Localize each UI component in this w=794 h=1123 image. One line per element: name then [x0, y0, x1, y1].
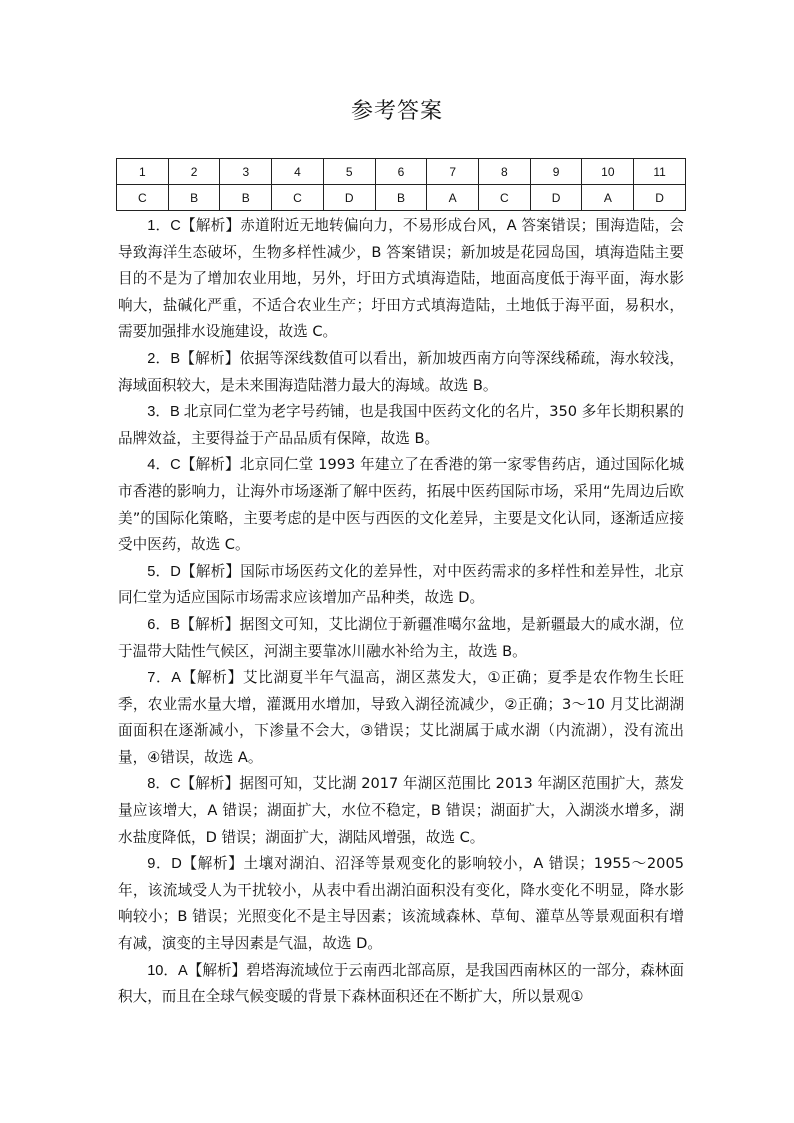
- explanation-prefix: 5．D【解析】: [147, 563, 241, 580]
- question-number-cell: 2: [168, 159, 220, 185]
- explanation-prefix: 6．B【解析】: [147, 616, 240, 633]
- explanation-paragraph: [118, 399, 684, 452]
- explanation-paragraph: [118, 851, 684, 957]
- explanation-prefix: 8．C【解析】: [147, 776, 240, 793]
- answer-cell: C: [272, 185, 324, 211]
- question-number-cell: 3: [220, 159, 272, 185]
- explanation-text: 北京同仁堂为老字号药铺，也是我国中医药文化的名片，350 多年长期积累的品牌效益，主要得益于产品品质有保障，故选 B。: [118, 403, 685, 447]
- answer-cell: B: [375, 185, 427, 211]
- question-number-cell: 4: [272, 159, 324, 185]
- answer-key-answer-row: [117, 185, 686, 211]
- question-number-cell: 11: [634, 159, 686, 185]
- explanation-paragraph: [118, 452, 684, 558]
- explanation-text: 碧塔海流域位于云南西北部高原，是我国西南林区的一部分，森林面积大，而且在全球气候变暖的背景下森林面积还在不断扩大，所以景观①: [118, 961, 684, 1006]
- explanation-prefix: 9．D【解析】: [147, 856, 244, 873]
- answer-cell: D: [530, 185, 582, 211]
- question-number-cell: 10: [582, 159, 634, 185]
- question-number-cell: 8: [479, 159, 531, 185]
- explanation-prefix: 7．A【解析】: [147, 670, 243, 687]
- explanation-text: 北京同仁堂 1993 年建立了在香港的第一家零售药店，通过国际化城市香港的影响力，让海外市场逐渐了解中医药，拓展中医药国际市场，采用“先周边后欧美”的国际化策略，主要考虑的是中医与西医的文化差异，主要是文化认同，逐渐适应接受中医药，故选 C。: [118, 456, 685, 554]
- answer-key-number-row: [117, 159, 686, 185]
- explanation-text: 赤道附近无地转偏向力，不易形成台风，A 答案错误；围海造陆，会导致海洋生态破坏，生物多样性减少，B 答案错误；新加坡是花园岛国，填海造陆主要目的不是为了增加农业用地，另外，圩田方式填海造陆，地面高度低于海平面，海水影响大，盐碱化严重，不适合农业生产；圩田方式填海造陆，土地低于海平面，易积水，需要加强排水设施建设，故选 C。: [118, 217, 685, 341]
- explanation-paragraph: [118, 771, 684, 851]
- explanation-paragraph: [118, 612, 684, 665]
- question-number-cell: 6: [375, 159, 427, 185]
- question-number-cell: 5: [323, 159, 375, 185]
- explanation-paragraph: [118, 559, 684, 612]
- answer-cell: A: [582, 185, 634, 211]
- answer-cell: B: [168, 185, 220, 211]
- answer-cell: B: [220, 185, 272, 211]
- question-number-cell: 9: [530, 159, 582, 185]
- explanation-text: 据图文可知，艾比湖位于新疆准噶尔盆地，是新疆最大的咸水湖，位于温带大陆性气候区，河湖主要靠冰川融水补给为主，故选 B。: [118, 615, 684, 660]
- explanation-prefix: 4．C【解析】: [147, 457, 240, 474]
- explanation-paragraph: [118, 665, 684, 771]
- explanations-body: [118, 213, 684, 1011]
- explanation-text: 据图可知，艾比湖 2017 年湖区范围比 2013 年湖区范围扩大，蒸发量应该增大，A 错误；湖面扩大，水位不稳定，B 错误；湖面扩大，入湖淡水增多，湖水盐度降低，D 错误；湖面扩大，湖陆风增强，故选 C。: [118, 775, 685, 846]
- page-title: 参考答案: [350, 99, 443, 124]
- explanation-text: 土壤对湖泊、沼泽等景观变化的影响较小，A 错误；1955～2005 年，该流域受人为干扰较小，从表中看出湖泊面积没有变化，降水变化不明显，降水影响较小；B 错误；光照变化不是主导因素；该流域森林、草甸、灌草丛等景观面积有增有减，演变的主导因素是气温，故选 D。: [118, 855, 685, 953]
- explanation-paragraph: [118, 213, 684, 346]
- explanation-text: 国际市场医药文化的差异性，对中医药需求的多样性和差异性，北京同仁堂为适应国际市场需求应该增加产品种类，故选 D。: [118, 562, 684, 607]
- explanation-text: 依据等深线数值可以看出，新加坡西南方向等深线稀疏，海水较浅，海域面积较大，是未来围海造陆潜力最大的海域。故选 B。: [118, 349, 684, 394]
- explanation-text: 艾比湖夏半年气温高，湖区蒸发大，①正确；夏季是农作物生长旺季，农业需水量大增，灌溉用水增加，导致入湖径流减少，②正确；3～10 月艾比湖湖面面积在逐渐减小，下渗量不会大，③错误；艾比湖属于咸水湖（内流湖），没有流出量，④错误，故选 A。: [118, 669, 684, 766]
- answer-cell: D: [634, 185, 686, 211]
- explanation-paragraph: [118, 346, 684, 399]
- explanation-prefix: 10．A【解析】: [147, 962, 247, 979]
- explanation-prefix: 2．B【解析】: [147, 350, 240, 367]
- explanation-paragraph: [118, 958, 684, 1011]
- question-number-cell: 1: [117, 159, 169, 185]
- answer-cell: D: [323, 185, 375, 211]
- answer-key-table: [116, 158, 686, 211]
- answer-cell: C: [117, 185, 169, 211]
- answer-cell: C: [479, 185, 531, 211]
- question-number-cell: 7: [427, 159, 479, 185]
- explanation-prefix: 3．B: [147, 404, 184, 421]
- explanation-prefix: 1．C【解析】: [147, 218, 241, 234]
- answer-cell: A: [427, 185, 479, 211]
